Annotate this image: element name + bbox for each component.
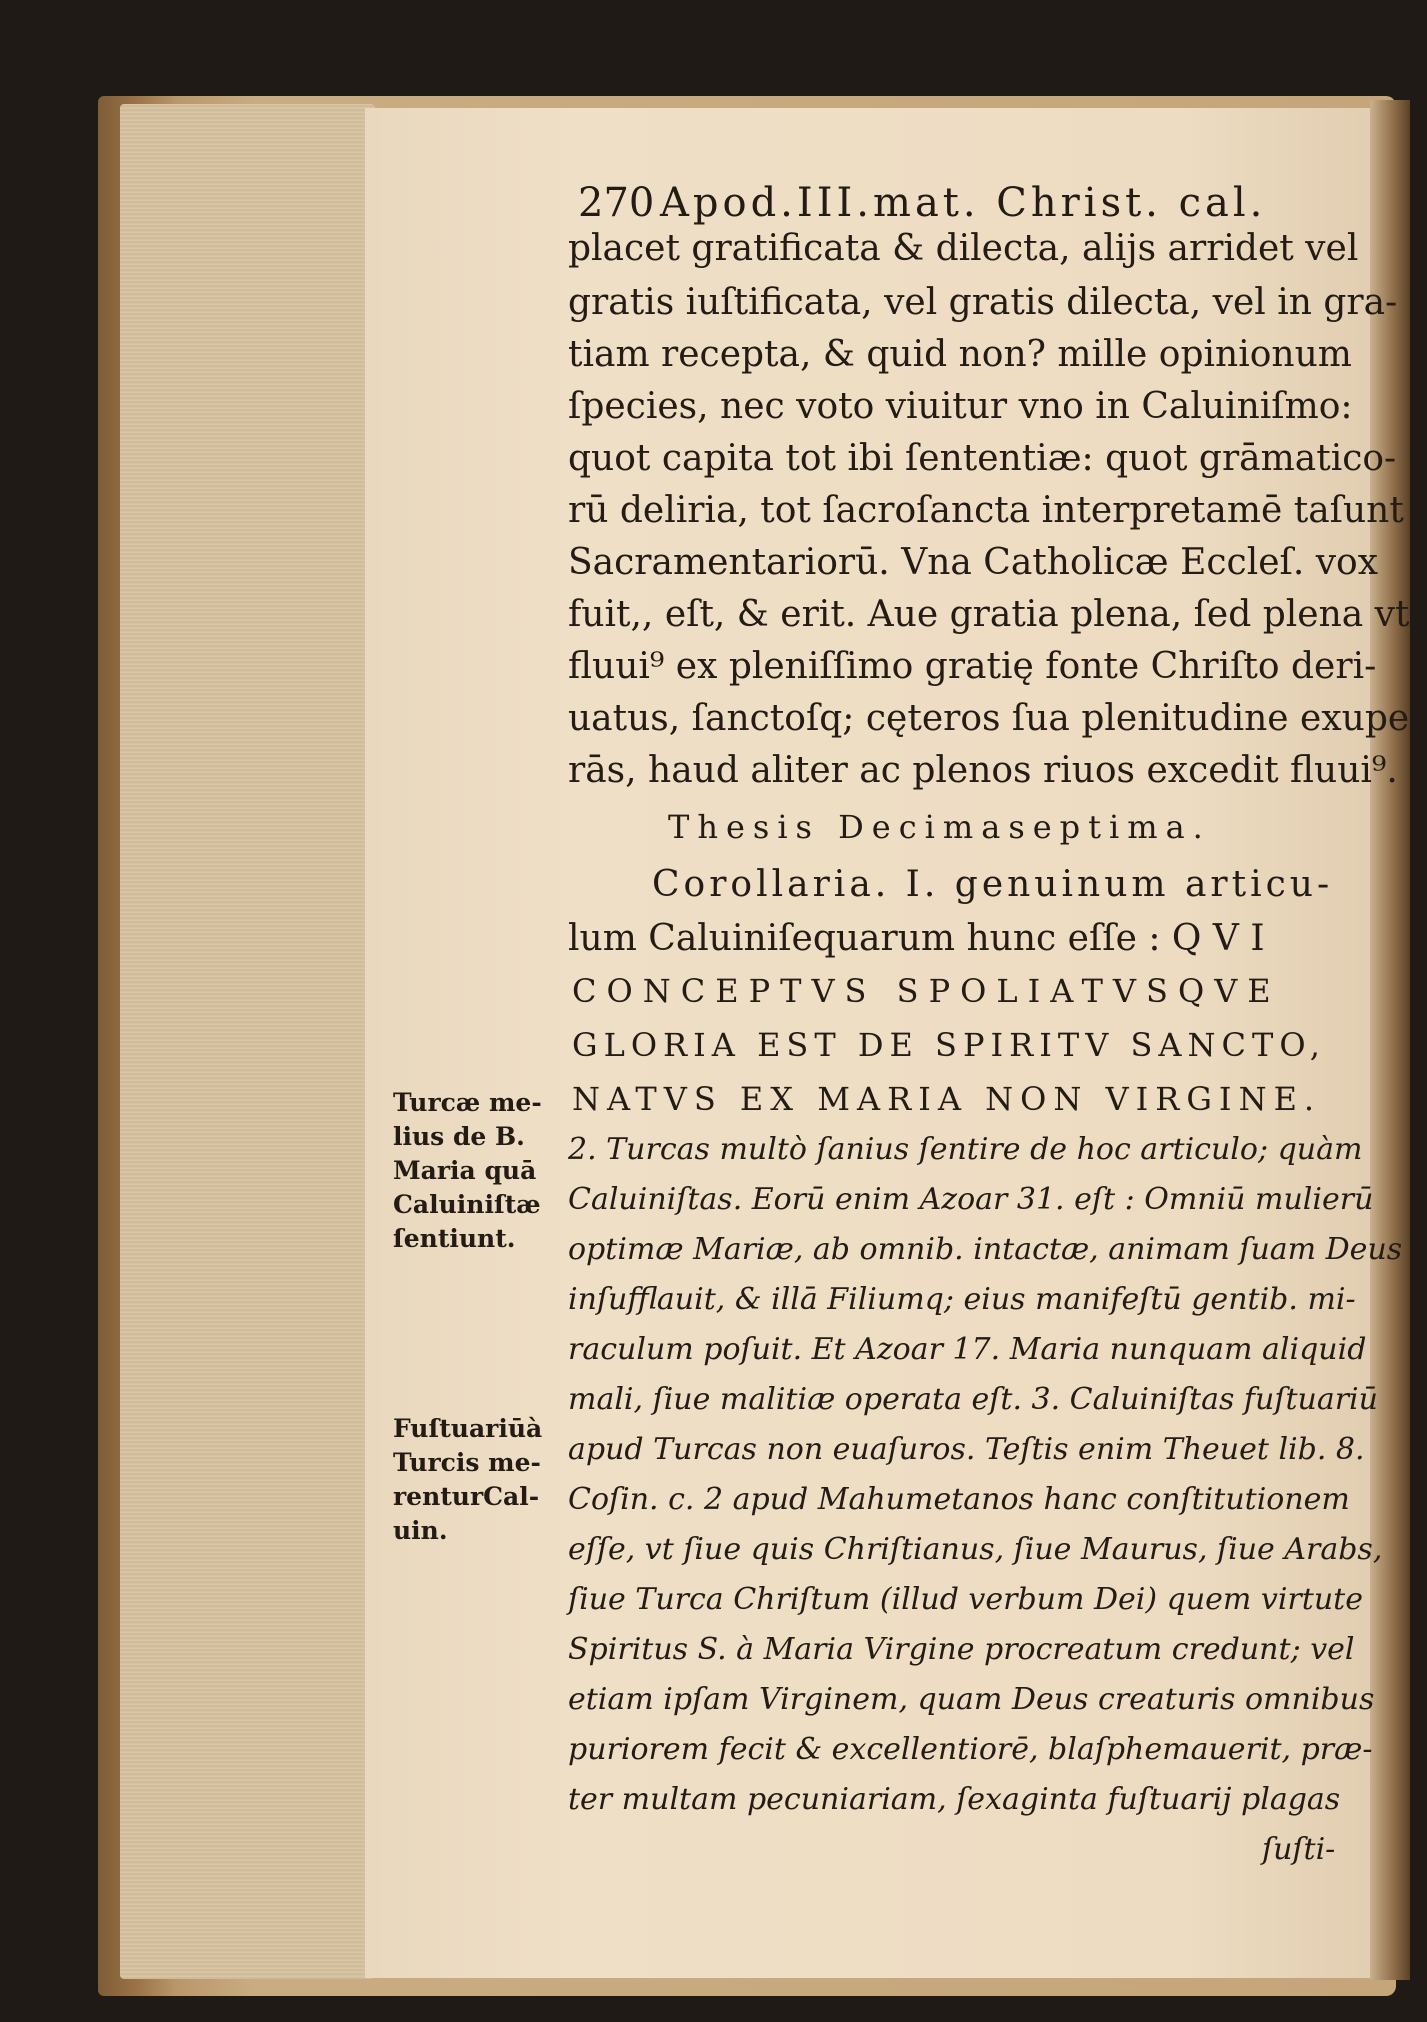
italic-line: mali, ſiue malitiæ operata eſt. 3. Caluiniſtas fuſtuariū — [568, 1382, 1378, 1417]
corollaria-line: GLORIA EST DE SPIRITV SANCTO, — [572, 1026, 1326, 1064]
corollaria-line: lum Caluiniſequarum hunc eſſe : Q V I — [568, 918, 1265, 959]
italic-line: inſufflauit, & illā Filiumq; eius manifeſtū gentib. mi- — [568, 1282, 1356, 1317]
body-line: ſpecies, nec voto viuitur vno in Caluiniſmo: — [568, 386, 1353, 427]
body-line: Sacramentariorū. Vna Catholicæ Eccleſ. vox — [568, 542, 1379, 583]
italic-line: puriorem fecit & excellentiorē, blaſphemauerit, præ- — [568, 1732, 1373, 1767]
marginal-note-line: Caluiniſtæ — [393, 1190, 541, 1219]
italic-line: apud Turcas non euaſuros. Teſtis enim Theuet lib. 8. — [568, 1432, 1365, 1467]
body-line: fuit,, eſt, & erit. Aue gratia plena, ſed plena vt — [568, 594, 1410, 635]
body-line: rū deliria, tot ſacroſancta interpretamē taſunt — [568, 490, 1404, 531]
italic-line: Coſin. c. 2 apud Mahumetanos hanc conſtitutionem — [568, 1482, 1350, 1517]
marginal-note-line: uin. — [393, 1516, 448, 1545]
italic-line: ſiue Turca Chriſtum (illud verbum Dei) quem virtute — [568, 1582, 1363, 1617]
body-line: fluui⁹ ex pleniſſimo gratię fonte Chriſto deri- — [568, 646, 1377, 687]
page-number: 270 — [578, 180, 655, 226]
italic-line: 2. Turcas multò ſanius ſentire de hoc articulo; quàm — [568, 1132, 1363, 1167]
italic-line: raculum poſuit. Et Azoar 17. Maria nunquam aliquid — [568, 1332, 1367, 1367]
marginal-note-line: Maria quā — [393, 1156, 537, 1185]
marginal-note-line: ſentiunt. — [393, 1224, 516, 1253]
catchword: ſuſti- — [1262, 1832, 1336, 1867]
italic-line: optimæ Mariæ, ab omnib. intactæ, animam ſuam Deus — [568, 1232, 1403, 1267]
marginal-note-line: Fuſtuariūà — [393, 1414, 543, 1443]
body-line: tiam recepta, & quid non? mille opinionum — [568, 334, 1352, 375]
book-gutter — [1370, 100, 1410, 1980]
italic-line: eſſe, vt ſiue quis Chriſtianus, ſiue Maurus, ſiue Arabs, — [568, 1532, 1383, 1567]
marginal-note-line: renturCal- — [393, 1482, 540, 1511]
running-title: Apod.III.mat. Christ. cal. — [660, 180, 1267, 226]
body-line: quot capita tot ibi ſententiæ: quot grāmatico- — [568, 438, 1397, 479]
marginal-note-line: Turcis me- — [393, 1448, 541, 1477]
corollaria-line: NATVS EX MARIA NON VIRGINE. — [572, 1080, 1322, 1118]
corollaria-line: CONCEPTVS SPOLIATVSQVE — [572, 972, 1281, 1010]
body-line: rās, haud aliter ac plenos riuos excedit fluui⁹. — [568, 750, 1398, 791]
page-stack-edge — [120, 104, 375, 1979]
italic-line: etiam ipſam Virginem, quam Deus creaturis omnibus — [568, 1682, 1375, 1717]
marginal-note-line: Turcæ me- — [393, 1088, 542, 1117]
thesis-heading: Thesis Decimaseptima. — [668, 808, 1211, 846]
body-line: placet gratificata & dilecta, alijs arridet vel — [568, 228, 1359, 269]
body-line: uatus, ſanctoſq; cęteros ſua plenitudine exupe — [568, 698, 1410, 739]
corollaria-line: Corollaria. I. genuinum articu- — [652, 864, 1334, 905]
italic-line: Caluiniſtas. Eorū enim Azoar 31. eſt : Omniū mulierū — [568, 1182, 1374, 1217]
marginal-note-line: lius de B. — [393, 1122, 525, 1151]
italic-line: ter multam pecuniariam, ſexaginta fuſtuarij plagas — [568, 1782, 1341, 1817]
body-line: gratis iuſtificata, vel gratis dilecta, vel in gra- — [568, 282, 1398, 323]
italic-line: Spiritus S. à Maria Virgine procreatum credunt; vel — [568, 1632, 1355, 1667]
